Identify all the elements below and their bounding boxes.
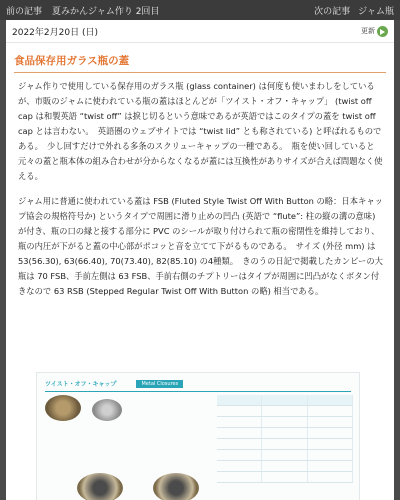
figure-header [37,373,359,388]
figure-divider [45,391,351,392]
post-date: 2022年2月20日 (日) [12,27,98,38]
refresh-icon [377,26,388,37]
next-article-title-link[interactable]: ジャム瓶 [358,6,394,17]
lid-photo-small [92,399,122,421]
update-label: 更新 [361,27,375,35]
paragraph-1: ジャム作りで使用している保存用のガラス瓶 (glass container) は何度も使いまわしをしているが、市販のジャムに使われている瓶の蓋はほとんどが「ツイスト・オフ・キャップ」 (twist off cap は和製英語 “twist off” は捩じ切るという意味であるが英語ではこのタイプの蓋を twist off cap とは言わない。 英語圏のウェブサイトでは “twist lid” とも称されている) と呼ばれるものである。 少し回すだけで外れる多条のスクリューキャップの一種である。 瓶を使い回していると元々の蓋と瓶本体の組み合わせが分からなくなるが蓋には互換性がありサイズが合えば問題なく使える。 [18,81,383,181]
figure-spec-table [217,395,353,483]
next-article-link[interactable]: 次の記事 [314,6,351,17]
figure-badge: Metal Closures [136,380,183,388]
figure-bottom-photos [77,473,199,500]
lid-photo [45,395,81,421]
prev-article-title-link[interactable]: 夏みかんジャム作り 2回目 [52,6,160,17]
paragraph-2: ジャム用に普通に使われている蓋は FSB (Fluted Style Twist Off With Button の略：日本キャップ協会の規格符号か) というタイプで周囲に滑り止めの凹凸 (英語で “flute”: 柱の縦の溝の意味) が付き、瓶の口の縁と接する部分に PVC のシールが取り付けられて瓶の密閉性を維持しており、瓶の内圧が下がると蓋の中心部がポコッと音を立てて下がるものである。 サイズ (外径 mm) は 53(56.30), 63(66.40), 70(73.40), 82(85.10) の4種類。 きのうの日記で掲載したカンピーの大瓶は 70 FSB、手前左側は 63 FSB、手前右側のチプトリーはタイプが周囲に凹凸がなくボタン付きなので 63 RSB (Stepped Regular Twist Off With Button の略) 相当である。 [18,196,383,296]
update-button[interactable] [361,26,388,37]
prev-article-link[interactable]: 前の記事 [6,6,43,17]
post-title: 食品保存用ガラス瓶の蓋 [14,53,386,73]
top-nav-bar [0,0,400,20]
twist-off-cap-catalog-image[interactable] [36,372,360,500]
figure-product-area [45,395,205,425]
post-body [6,73,394,299]
lid-photo-large-2 [153,473,199,500]
date-bar [6,20,394,43]
lid-photo-large-1 [77,473,123,500]
article-page [6,20,394,500]
figure-title: ツイスト・オフ・キャップ [45,381,117,388]
